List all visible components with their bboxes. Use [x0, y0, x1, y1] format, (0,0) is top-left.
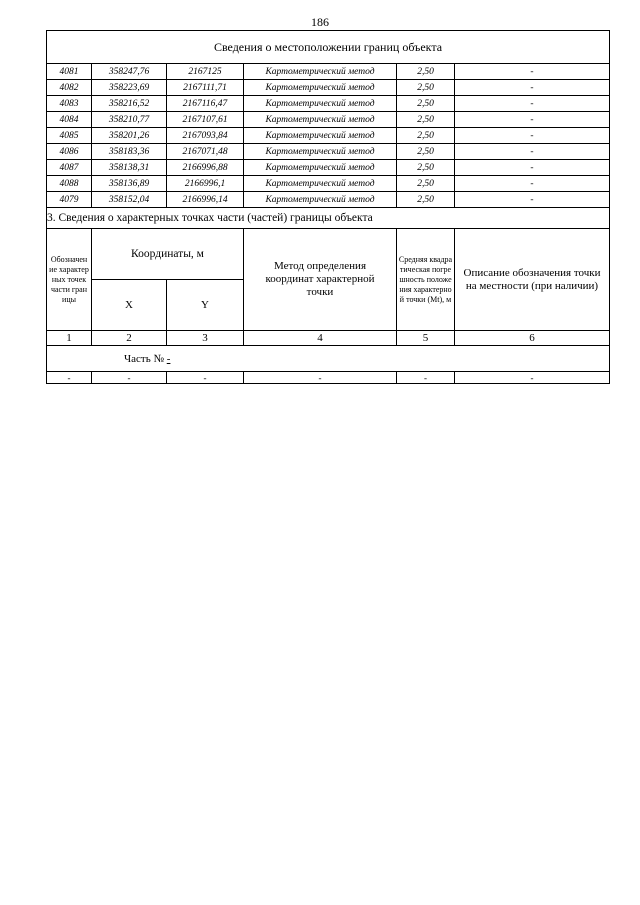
cell-method: Картометрический метод — [244, 176, 397, 192]
cell-description: - — [455, 64, 610, 80]
header-x: X — [92, 280, 167, 331]
cell-point-id: 4085 — [47, 128, 92, 144]
cell-description: - — [455, 112, 610, 128]
cell-method: Картометрический метод — [244, 192, 397, 208]
cell-point-id: 4079 — [47, 192, 92, 208]
cell-mt-value: 2,50 — [397, 144, 455, 160]
header-coordinates: Координаты, м — [92, 229, 244, 280]
cell-mt-value: 2,50 — [397, 128, 455, 144]
cell-coord-y: 2166996,88 — [167, 160, 244, 176]
cell-mt-value: 2,50 — [397, 64, 455, 80]
column-number: 4 — [244, 331, 397, 346]
boundary-table — [46, 30, 610, 384]
cell-method: Картометрический метод — [244, 128, 397, 144]
column-number: 2 — [92, 331, 167, 346]
table-row — [47, 192, 610, 208]
cell-mt-value: 2,50 — [397, 80, 455, 96]
cell-mt-value: 2,50 — [397, 160, 455, 176]
cell-method: Картометрический метод — [244, 80, 397, 96]
cell-coord-x: 358136,89 — [92, 176, 167, 192]
cell-description: - — [455, 80, 610, 96]
cell-description: - — [455, 96, 610, 112]
cell-mt-value: 2,50 — [397, 192, 455, 208]
header-designation — [47, 229, 92, 331]
header-y: Y — [167, 280, 244, 331]
header-row-top — [47, 229, 610, 280]
cell-point-id: 4083 — [47, 96, 92, 112]
table-row — [47, 80, 610, 96]
header-designation-text: Обозначение характерных точек части границы — [49, 254, 89, 304]
header-method-text: Метод определения координат характерной точки — [265, 260, 375, 298]
table-row — [47, 372, 610, 384]
cell-method: Картометрический метод — [244, 160, 397, 176]
cell-point-id: 4088 — [47, 176, 92, 192]
table-row — [47, 112, 610, 128]
cell-coord-x: 358210,77 — [92, 112, 167, 128]
section-title-row — [47, 31, 610, 64]
cell-coord-y: 2167093,84 — [167, 128, 244, 144]
cell-description: - — [455, 128, 610, 144]
section3-title-row — [47, 208, 610, 229]
cell-description: - — [455, 144, 610, 160]
cell-mt-value: 2,50 — [397, 112, 455, 128]
empty-cell: - — [397, 372, 455, 384]
empty-cell: - — [47, 372, 92, 384]
cell-method: Картометрический метод — [244, 112, 397, 128]
header-description-text: Описание обозначения точки на местности (при наличии) — [463, 266, 601, 292]
column-numbers-row — [47, 331, 610, 346]
cell-point-id: 4081 — [47, 64, 92, 80]
cell-coord-x: 358183,36 — [92, 144, 167, 160]
empty-cell: - — [92, 372, 167, 384]
column-number: 6 — [455, 331, 610, 346]
cell-method: Картометрический метод — [244, 64, 397, 80]
empty-cell: - — [244, 372, 397, 384]
cell-description: - — [455, 192, 610, 208]
cell-point-id: 4082 — [47, 80, 92, 96]
table-row — [47, 144, 610, 160]
cell-mt-value: 2,50 — [397, 96, 455, 112]
part-label-cell — [47, 346, 610, 372]
cell-coord-y: 2166996,14 — [167, 192, 244, 208]
cell-coord-x: 358201,26 — [92, 128, 167, 144]
cell-description: - — [455, 176, 610, 192]
column-number: 5 — [397, 331, 455, 346]
table-row — [47, 96, 610, 112]
cell-coord-y: 2167125 — [167, 64, 244, 80]
header-rms — [397, 229, 455, 331]
header-description — [455, 229, 610, 331]
cell-method: Картометрический метод — [244, 96, 397, 112]
cell-coord-y: 2167111,71 — [167, 80, 244, 96]
table-row — [47, 176, 610, 192]
column-number: 1 — [47, 331, 92, 346]
part-number: - — [166, 352, 171, 365]
section3-title: 3. Сведения о характерных точках части (частей) границы объекта — [47, 208, 610, 229]
cell-coord-x: 358223,69 — [92, 80, 167, 96]
header-rms-text: Средняя квадратическая погрешность положения характерной точки (Мt), м — [398, 254, 453, 304]
cell-coord-x: 358247,76 — [92, 64, 167, 80]
empty-cell: - — [455, 372, 610, 384]
cell-mt-value: 2,50 — [397, 176, 455, 192]
table-row — [47, 64, 610, 80]
cell-coord-y: 2167116,47 — [167, 96, 244, 112]
section-title: Сведения о местоположении границ объекта — [47, 31, 610, 64]
column-number: 3 — [167, 331, 244, 346]
cell-coord-x: 358138,31 — [92, 160, 167, 176]
page-number: 186 — [311, 15, 329, 29]
cell-coord-y: 2167071,48 — [167, 144, 244, 160]
cell-point-id: 4086 — [47, 144, 92, 160]
cell-coord-y: 2167107,61 — [167, 112, 244, 128]
cell-method: Картометрический метод — [244, 144, 397, 160]
header-method — [244, 229, 397, 331]
cell-coord-x: 358152,04 — [92, 192, 167, 208]
cell-coord-x: 358216,52 — [92, 96, 167, 112]
cell-description: - — [455, 160, 610, 176]
part-row — [47, 346, 610, 372]
table-row — [47, 160, 610, 176]
part-label: Часть № — [124, 352, 164, 365]
empty-cell: - — [167, 372, 244, 384]
cell-coord-y: 2166996,1 — [167, 176, 244, 192]
cell-point-id: 4087 — [47, 160, 92, 176]
cell-point-id: 4084 — [47, 112, 92, 128]
table-row — [47, 128, 610, 144]
